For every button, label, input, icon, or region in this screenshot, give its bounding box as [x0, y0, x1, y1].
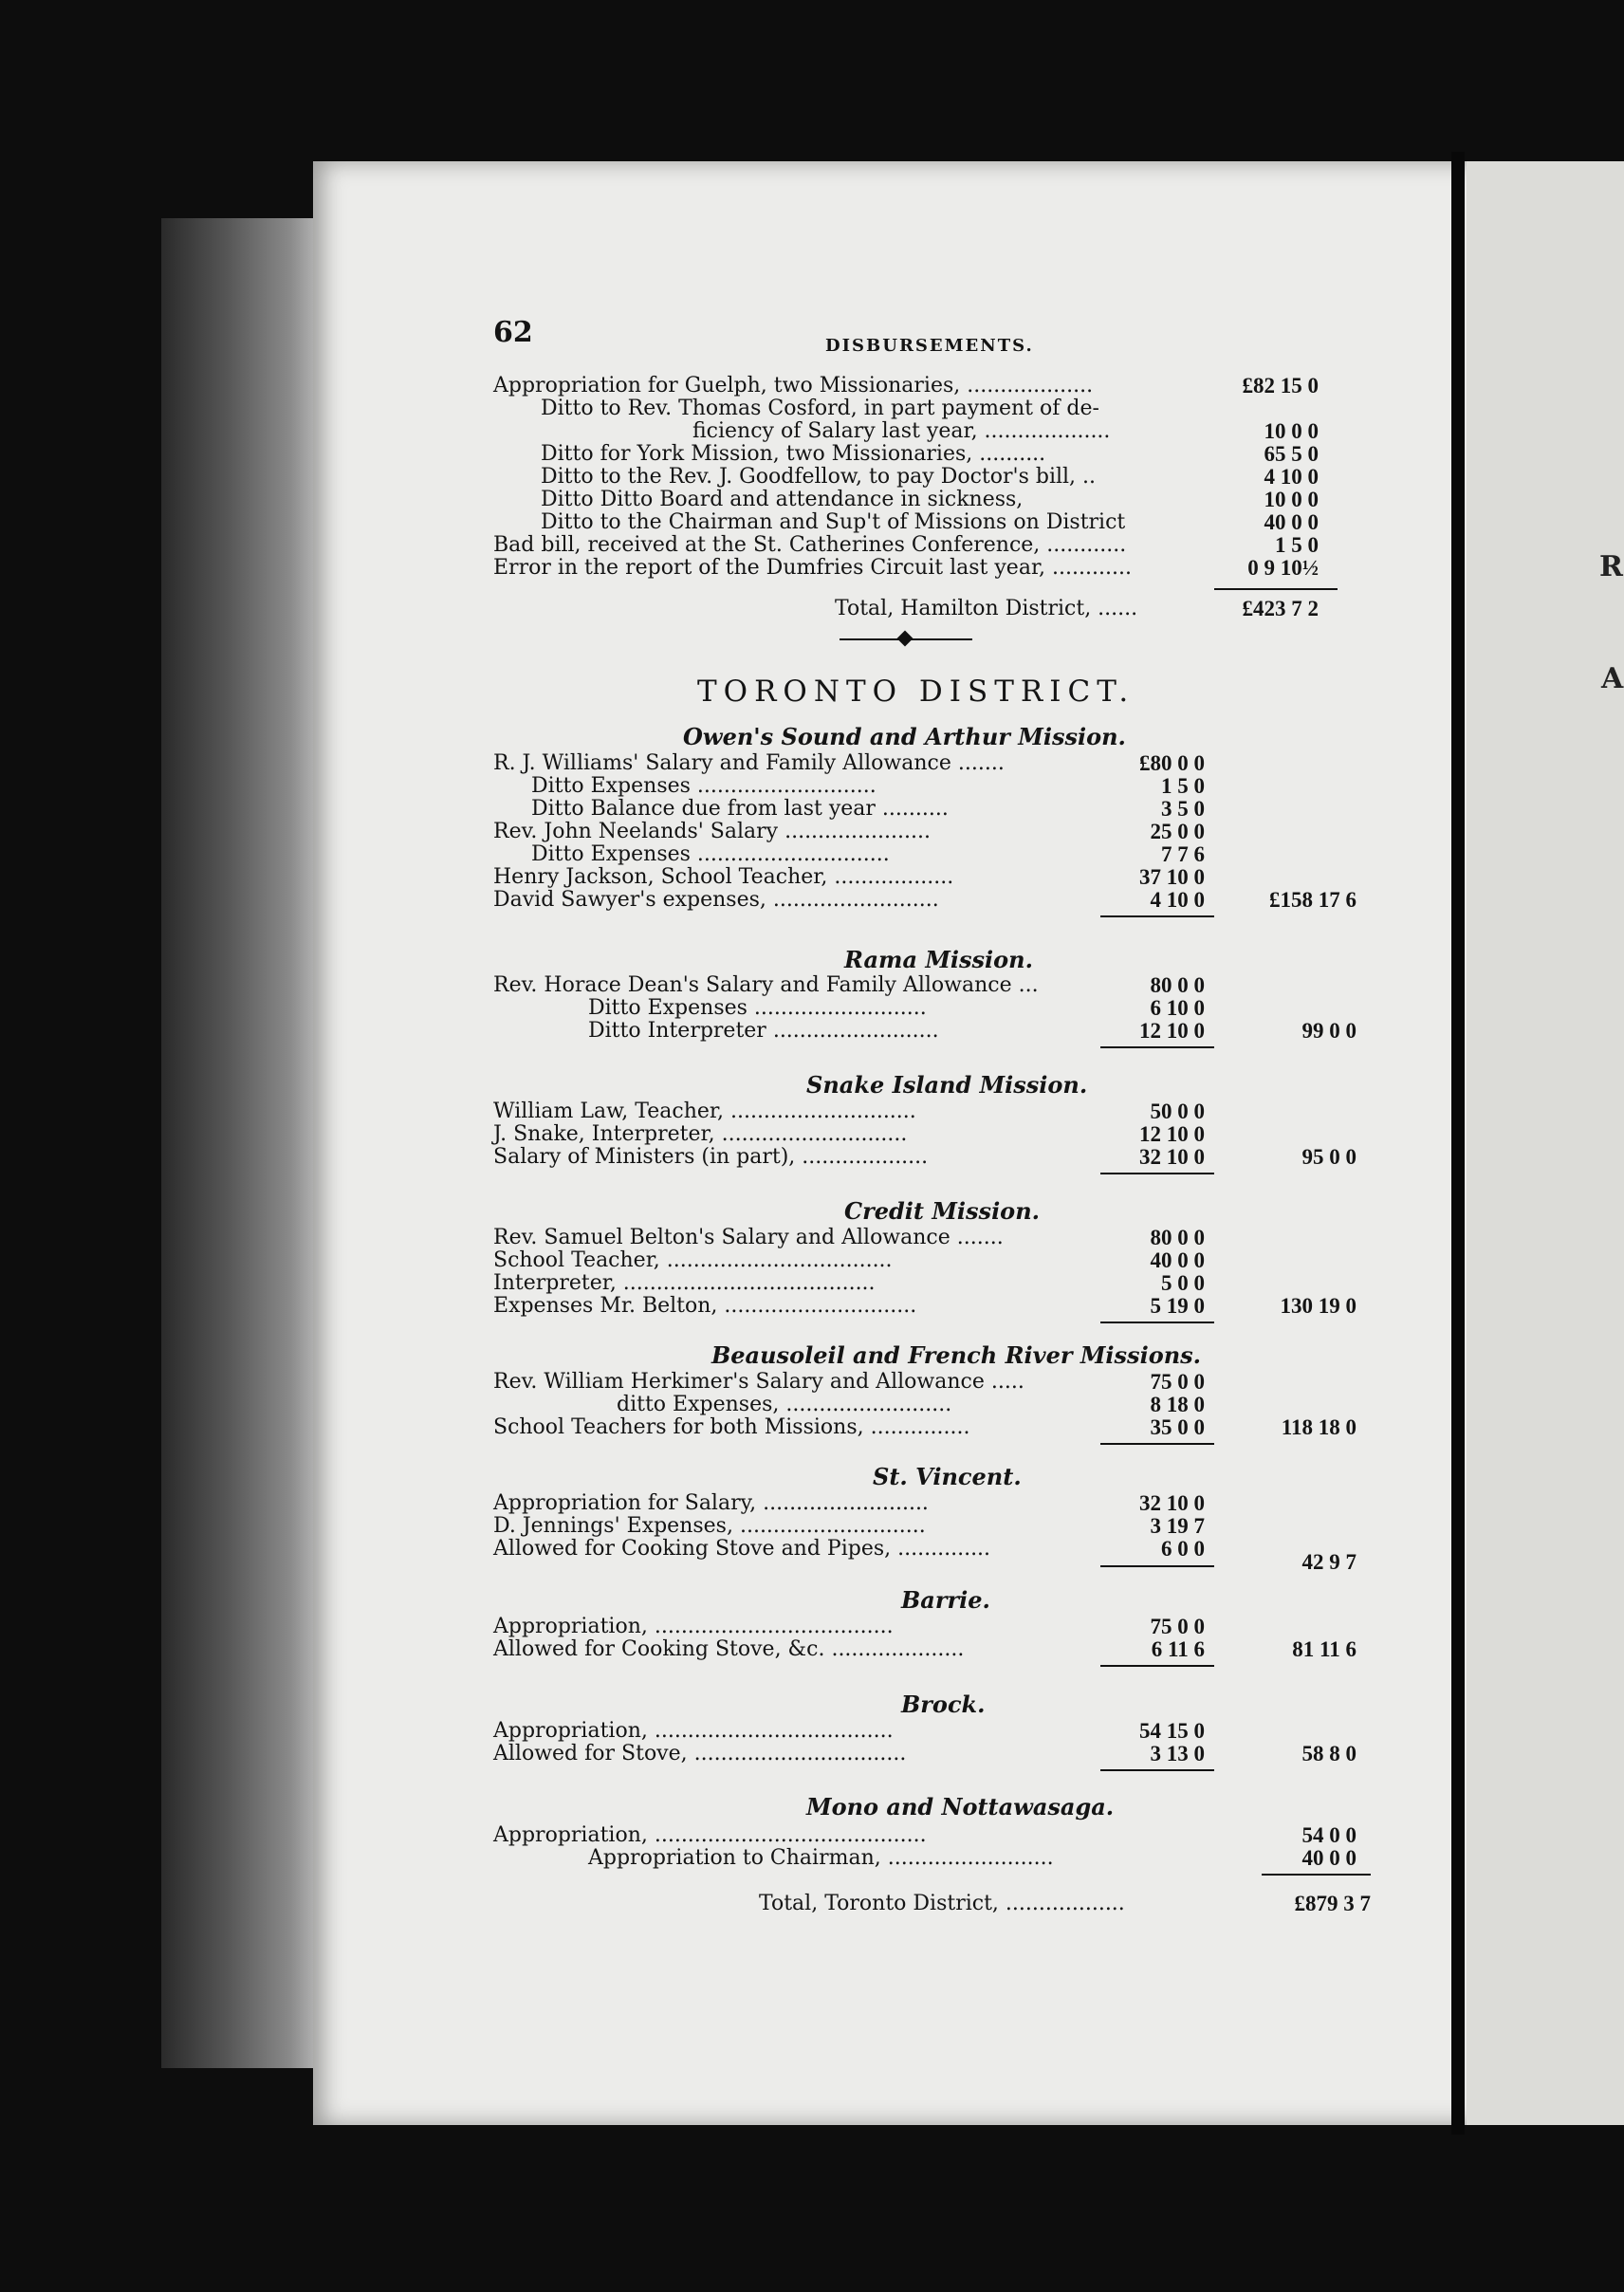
toronto-row: School Teachers for both Missions, ............... 35 0 0 118 18 0: [493, 1415, 1356, 1439]
subtotal-rule: [1100, 1173, 1214, 1174]
gutter: [1451, 152, 1465, 2135]
hamilton-row: Ditto to the Rev. J. Goodfellow, to pay Doctor's bill, .. 4 10 0: [541, 465, 1319, 489]
toronto-total: Total, Toronto District, .................. £879 3 7: [759, 1892, 1371, 1915]
toronto-row: Appropriation, .................................... 54 15 0: [493, 1719, 1205, 1743]
hamilton-row: Ditto for York Mission, two Missionaries, .......... 65 5 0: [541, 442, 1319, 466]
right-fragment-2: A: [1601, 662, 1624, 695]
toronto-row: Ditto Expenses ............................. 7 7 6: [531, 842, 1205, 866]
section-title: Owen's Sound and Arthur Mission.: [683, 723, 1126, 750]
toronto-row: William Law, Teacher, ............................ 50 0 0: [493, 1100, 1205, 1123]
toronto-row: Rev. Horace Dean's Salary and Family Allowance ... 80 0 0: [493, 973, 1205, 997]
hamilton-row: Ditto to the Chairman and Sup't of Missions on District 40 0 0: [541, 510, 1319, 534]
toronto-row: Allowed for Cooking Stove and Pipes, .............. 6 0 0: [493, 1537, 1205, 1561]
toronto-row: Rev. John Neelands' Salary ...................... 25 0 0: [493, 820, 1205, 843]
toronto-row: Rev. Samuel Belton's Salary and Allowance ....... 80 0 0: [493, 1226, 1205, 1249]
section-title: Mono and Nottawasaga.: [806, 1793, 1115, 1821]
total-rule: [1214, 588, 1338, 590]
section-title: Beausoleil and French River Missions.: [711, 1341, 1202, 1369]
district-title: TORONTO DISTRICT.: [697, 675, 1135, 709]
toronto-row: ditto Expenses, ......................... 8 18 0: [617, 1393, 1205, 1416]
subtotal-rule: [1100, 1665, 1214, 1667]
toronto-row: R. J. Williams' Salary and Family Allowance ....... £80 0 0: [493, 751, 1205, 775]
subtotal-rule: [1100, 1046, 1214, 1048]
section-title: Barrie.: [901, 1586, 990, 1614]
hamilton-row: Ditto Ditto Board and attendance in sickness, 10 0 0: [541, 488, 1319, 511]
book-edge: [161, 218, 323, 2068]
section-title: Rama Mission.: [844, 946, 1033, 973]
toronto-row: Rev. William Herkimer's Salary and Allowance ..... 75 0 0: [493, 1370, 1205, 1394]
toronto-row: J. Snake, Interpreter, ............................ 12 10 0: [493, 1122, 1205, 1146]
right-fragment-1: R: [1599, 550, 1623, 583]
section-title: Brock.: [901, 1691, 986, 1718]
hamilton-row: Appropriation for Guelph, two Missionaries, ................... £82 15 0: [493, 374, 1319, 397]
toronto-row: School Teacher, .................................. 40 0 0: [493, 1248, 1205, 1272]
hamilton-row: ficiency of Salary last year, ................... 10 0 0: [692, 419, 1319, 443]
subtotal-rule: [1100, 1322, 1214, 1323]
toronto-row: Salary of Ministers (in part), ................... 32 10 0 95 0 0: [493, 1145, 1356, 1169]
toronto-row: Allowed for Stove, ................................ 3 13 0 58 8 0: [493, 1742, 1356, 1765]
toronto-row: Appropriation, .................................... 75 0 0: [493, 1615, 1205, 1638]
toronto-row: Ditto Expenses .......................... 6 10 0: [588, 996, 1205, 1020]
toronto-row: Ditto Balance due from last year .......... 3 5 0: [531, 797, 1205, 821]
hamilton-row: Bad bill, received at the St. Catherines Conference, ............ 1 5 0: [493, 533, 1319, 557]
toronto-row: Appropriation, ......................................... 54 0 0: [493, 1823, 1356, 1847]
toronto-row: David Sawyer's expenses, ......................... 4 10 0 £158 17 6: [493, 888, 1356, 912]
toronto-row: Ditto Expenses ........................... 1 5 0: [531, 774, 1205, 798]
total-rule: [1262, 1874, 1371, 1876]
section-title: Credit Mission.: [844, 1197, 1040, 1225]
section-title: Snake Island Mission.: [806, 1071, 1088, 1099]
section-title: St. Vincent.: [873, 1463, 1022, 1490]
subtotal-rule: [1100, 915, 1214, 917]
toronto-row: D. Jennings' Expenses, ............................ 3 19 7: [493, 1514, 1205, 1538]
toronto-row: Allowed for Cooking Stove, &c. .................... 6 11 6 81 11 6: [493, 1637, 1356, 1661]
right-page-edge: [1467, 161, 1624, 2125]
page-title: DISBURSEMENTS.: [825, 336, 1034, 356]
subtotal-rule: [1100, 1769, 1214, 1771]
page-number: 62: [493, 316, 533, 349]
toronto-row: Expenses Mr. Belton, ............................. 5 19 0 130 19 0: [493, 1294, 1356, 1318]
hamilton-total: Total, Hamilton District, ...... £423 7 2: [835, 597, 1319, 620]
toronto-row: Henry Jackson, School Teacher, .................. 37 10 0: [493, 865, 1205, 889]
section-total: 42 9 7: [1301, 1550, 1356, 1574]
toronto-row: Appropriation to Chairman, ......................... 40 0 0: [588, 1846, 1356, 1870]
hamilton-row: Error in the report of the Dumfries Circuit last year, ............ 0 9 10½: [493, 556, 1319, 580]
toronto-row: Appropriation for Salary, ......................... 32 10 0: [493, 1491, 1205, 1515]
subtotal-rule: [1100, 1443, 1214, 1445]
hamilton-row: Ditto to Rev. Thomas Cosford, in part payment of de-: [541, 397, 1099, 420]
toronto-row: Interpreter, ...................................... 5 0 0: [493, 1271, 1205, 1295]
toronto-row: Ditto Interpreter ......................... 12 10 0 99 0 0: [588, 1019, 1356, 1043]
